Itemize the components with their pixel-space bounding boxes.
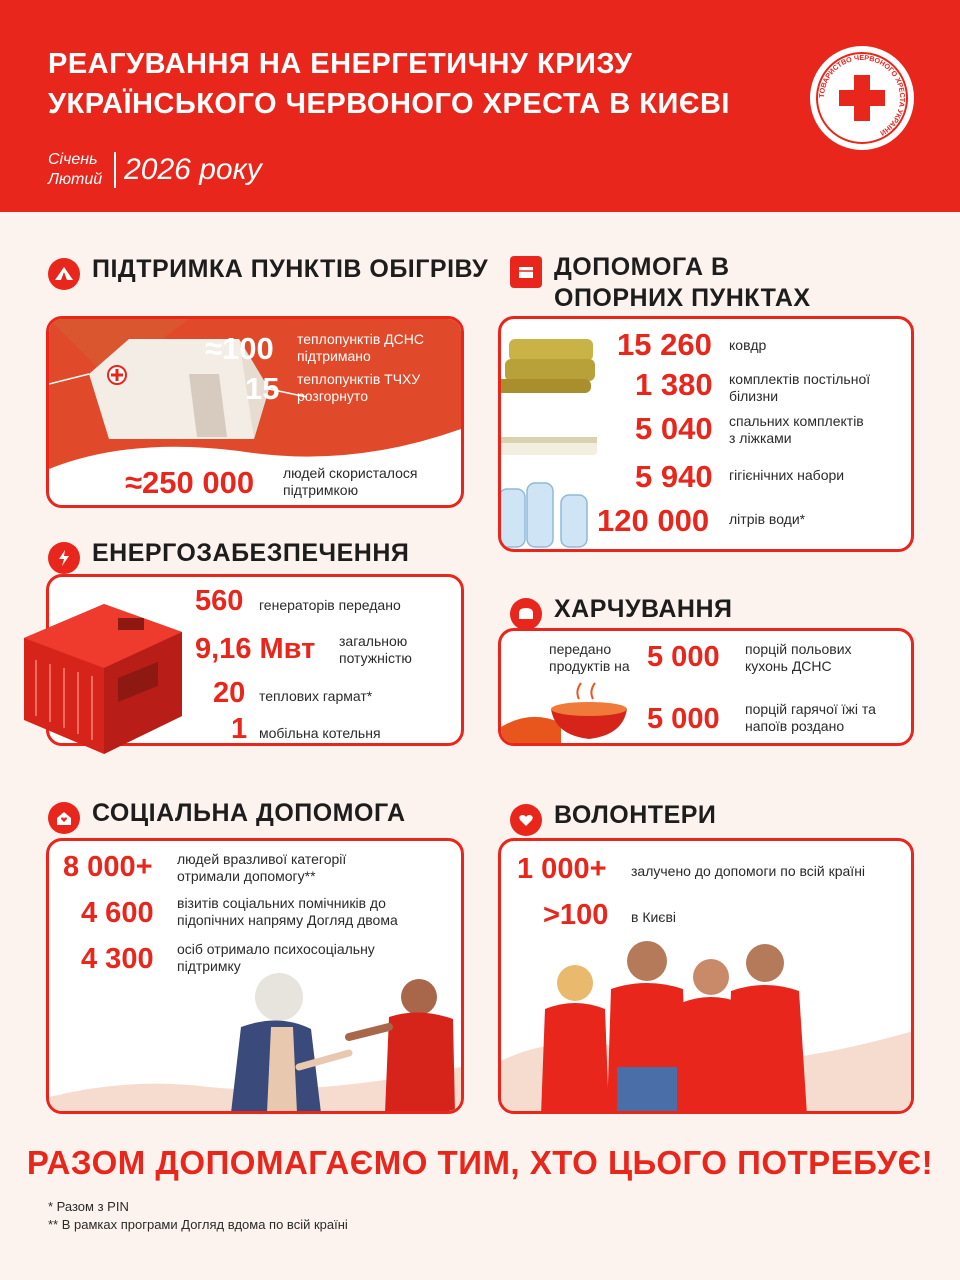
volunteers-row1-label: залучено до допомоги по всій країні — [631, 863, 866, 879]
red-cross-logo — [810, 46, 914, 150]
support-points-section-title — [510, 252, 811, 314]
red-cross-icon — [839, 75, 885, 121]
food-row1-label-line1: порцій польових — [745, 641, 852, 657]
heating-stat2-value: 15 — [245, 371, 280, 406]
heating-stat2-label-line1: теплопунктів ТЧХУ — [297, 371, 421, 387]
social-title: СОЦІАЛЬНА ДОПОМОГА — [92, 799, 406, 827]
food-row1-value: 5 000 — [647, 641, 720, 673]
support-points-title-line2: ОПОРНИХ ПУНКТАХ — [554, 284, 811, 312]
social-row2-label-line2: підопічних напряму Догляд двома — [177, 912, 398, 928]
volunteers-row1-value: 1 000+ — [517, 853, 607, 885]
social-row1-label — [177, 851, 346, 885]
footnote-2: ** В рамках програми Догляд вдома по всій країні — [48, 1217, 348, 1232]
social-row1-label-line2: отримали допомогу** — [177, 868, 316, 884]
year: 2026 року — [114, 152, 262, 188]
month-january: Січень — [48, 151, 98, 168]
heating-stat2-label-line2: розгорнуто — [297, 388, 368, 404]
food-row2-value: 5 000 — [647, 703, 720, 735]
support-row5-label: літрів води* — [729, 511, 806, 527]
energy-row1-value: 560 — [195, 585, 244, 617]
volunteers-illustration — [501, 931, 913, 1114]
page-title — [48, 44, 730, 124]
heating-stat3-label — [283, 465, 417, 499]
energy-row1-label: генераторів передано — [259, 597, 401, 613]
support-points-title — [554, 252, 811, 314]
header-banner — [0, 0, 960, 212]
heating-title: ПІДТРИМКА ПУНКТІВ ОБІГРІВУ — [92, 255, 489, 283]
volunteers-row2-label: в Києві — [631, 909, 676, 925]
energy-row2-label-line2: потужністю — [339, 650, 412, 666]
social-help-illustration — [49, 957, 461, 1113]
social-row1-label-line1: людей вразливої категорії — [177, 851, 347, 867]
heating-section-title — [48, 254, 488, 290]
support-row3-value: 5 040 — [635, 411, 713, 446]
heating-stat3-label-line2: підтримкою — [283, 482, 359, 498]
support-row4-value: 5 940 — [635, 459, 713, 494]
support-row3-label — [729, 413, 864, 447]
tent-icon — [48, 258, 80, 290]
title-line-2: УКРАЇНСЬКОГО ЧЕРВОНОГО ХРЕСТА В КИЄВІ — [48, 88, 730, 120]
volunteers-card — [498, 838, 914, 1114]
food-title: ХАРЧУВАННЯ — [554, 595, 733, 623]
svg-text:ТОВАРИСТВО ЧЕРВОНОГО ХРЕСТА УК: ТОВАРИСТВО ЧЕРВОНОГО ХРЕСТА УКРАЇНИ — [816, 52, 908, 138]
supplies-illustration — [501, 319, 611, 551]
heating-card — [46, 316, 464, 508]
month-february: Лютий — [48, 171, 103, 188]
heating-stat1-label — [297, 331, 424, 365]
volunteers-row2-value: >100 — [543, 899, 609, 931]
support-row2-label-line1: комплектів постільної — [729, 371, 871, 387]
months — [48, 150, 102, 190]
heating-stat1-label-line1: теплопунктів ДСНС — [297, 331, 424, 347]
food-pre-label — [549, 641, 630, 675]
title-line-1: РЕАГУВАННЯ НА ЕНЕРГЕТИЧНУ КРИЗУ — [48, 48, 633, 80]
food-row2-label — [745, 701, 876, 735]
support-row2-label-line2: білизни — [729, 388, 779, 404]
heating-stat1-value: ≈100 — [205, 331, 274, 366]
social-row3-label-line1: осіб отримало психосоціальну — [177, 941, 375, 957]
social-row2-label-line1: візитів соціальних помічників до — [177, 895, 386, 911]
energy-row3-label: теплових гармат* — [259, 688, 373, 704]
energy-row3-value: 20 — [213, 677, 246, 709]
food-card — [498, 628, 914, 746]
volunteer-heart-icon — [510, 804, 542, 836]
energy-section-title — [48, 538, 409, 574]
food-row2-label-line1: порцій гарячої їжі та — [745, 701, 876, 717]
social-row3-label-line2: підтримку — [177, 958, 241, 974]
social-row2-value: 4 600 — [81, 897, 154, 929]
footnotes — [48, 1198, 348, 1234]
support-row2-value: 1 380 — [635, 367, 713, 402]
lightning-icon — [48, 542, 80, 574]
support-row1-label: ковдр — [729, 337, 767, 353]
food-section-title — [510, 594, 732, 630]
generator-illustration — [14, 598, 190, 760]
energy-title: ЕНЕРГОЗАБЕЗПЕЧЕННЯ — [92, 539, 410, 567]
support-points-card — [498, 316, 914, 552]
food-row1-label-line2: кухонь ДСНС — [745, 658, 832, 674]
house-heart-icon — [48, 802, 80, 834]
food-pre-label-line1: передано — [549, 641, 612, 657]
heating-stat1-label-line2: підтримано — [297, 348, 371, 364]
heating-stat3-label-line1: людей скористалося — [283, 465, 418, 481]
box-icon — [510, 256, 542, 288]
energy-row4-value: 1 — [231, 713, 248, 745]
energy-row2-value: 9,16 Мвт — [195, 633, 316, 665]
food-row2-label-line2: напоїв роздано — [745, 718, 845, 734]
volunteers-section-title — [510, 800, 716, 836]
heating-stat2-label — [297, 371, 420, 405]
support-points-title-line1: ДОПОМОГА В — [554, 253, 730, 281]
social-section-title — [48, 798, 406, 834]
support-row1-value: 15 260 — [617, 327, 712, 362]
footnote-1: * Разом з PIN — [48, 1199, 129, 1214]
support-row3-label-line2: з ліжками — [729, 430, 792, 446]
heating-stat3-value: ≈250 000 — [125, 465, 255, 500]
social-row3-value: 4 300 — [81, 943, 154, 975]
footer-slogan: РАЗОМ ДОПОМАГАЄМО ТИМ, ХТО ЦЬОГО ПОТРЕБУЄ! — [26, 1144, 934, 1181]
bread-icon — [510, 598, 542, 630]
energy-row4-label: мобільна котельня — [259, 725, 381, 741]
energy-row2-label-line1: загальною — [339, 633, 408, 649]
soup-bowl-illustration — [501, 679, 651, 746]
volunteers-title: ВОЛОНТЕРИ — [554, 801, 717, 829]
support-row5-value: 120 000 — [597, 503, 710, 538]
support-row4-label: гігієнічних набори — [729, 467, 845, 483]
food-pre-label-line2: продуктів на — [549, 658, 630, 674]
social-card — [46, 838, 464, 1114]
food-row1-label — [745, 641, 852, 675]
social-row2-label — [177, 895, 398, 929]
support-row2-label — [729, 371, 870, 405]
period — [48, 150, 262, 190]
social-row1-value: 8 000+ — [63, 851, 153, 883]
support-row3-label-line1: спальних комплектів — [729, 413, 864, 429]
energy-row2-label — [339, 633, 412, 667]
